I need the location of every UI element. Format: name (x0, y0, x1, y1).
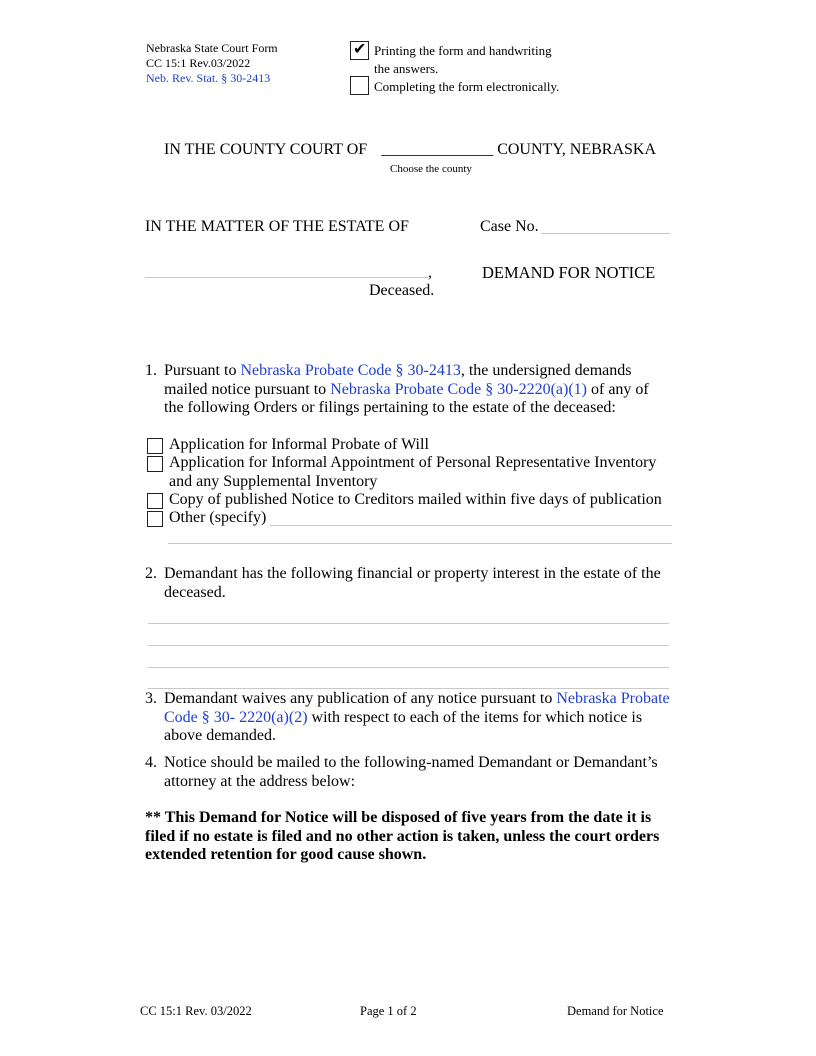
probate-code-30-2220a2-link-part1[interactable]: Nebraska Probate (556, 690, 670, 707)
option-other-label: Other (specify) (169, 509, 267, 526)
deceased-label: Deceased. (369, 282, 435, 299)
retention-notice: ** This Demand for Notice will be disposed of five years from the date it is filed if no estate is filed and no other action is taken, unless the court orders extended retention for good cause shown. (145, 809, 660, 863)
form-number: CC 15:1 Rev.03/2022 (146, 56, 251, 70)
county-hint: Choose the county (390, 163, 472, 175)
item1-text: Pursuant to Nebraska Probate Code § 30-2413, the undersigned demands mailed notice pursuant to Nebraska Probate Code § 30-2220(a)(1) of any of the following Orders or filings pertaining to the estate of the deceased: (164, 362, 649, 416)
interest-line-3 (148, 667, 669, 668)
interest-input[interactable] (150, 606, 668, 624)
footer-title: Demand for Notice (567, 1004, 664, 1018)
footer-form-rev: CC 15:1 Rev. 03/2022 (140, 1004, 252, 1018)
decedent-name-input[interactable] (147, 260, 425, 278)
item4-number: 4. (145, 754, 157, 771)
option-informal-appointment-checkbox[interactable] (147, 456, 163, 472)
form-name: Nebraska State Court Form (146, 41, 278, 55)
interest-line-4 (148, 688, 669, 689)
item1-number: 1. (145, 362, 157, 379)
document-title: DEMAND FOR NOTICE (482, 263, 656, 282)
probate-code-30-2413-link[interactable]: Nebraska Probate Code § 30-2413 (240, 362, 461, 379)
electronic-mode-label: Completing the form electronically. (374, 79, 560, 94)
option-informal-appointment-label: Application for Informal Appointment of Personal Representative Inventory and any Supplemental Inventory (169, 454, 657, 490)
statute-link[interactable]: Neb. Rev. Stat. § 30-2413 (146, 71, 271, 85)
county-select[interactable]: ______________ (381, 141, 494, 158)
option-informal-probate-checkbox[interactable] (147, 438, 163, 454)
form-header (146, 41, 278, 86)
other-specify-input[interactable] (272, 508, 670, 526)
interest-line-2 (148, 645, 669, 646)
electronic-mode-checkbox[interactable] (350, 76, 369, 95)
court-line: IN THE COUNTY COURT OF ______________ COUNTY, NEBRASKA (164, 141, 657, 158)
probate-code-30-2220a1-link[interactable]: Nebraska Probate Code § 30-2220(a)(1) (330, 380, 587, 398)
option-other-checkbox[interactable] (147, 511, 163, 527)
item3-number: 3. (145, 690, 157, 707)
other-specify-line-2 (168, 543, 672, 544)
print-mode-checkbox[interactable] (350, 41, 369, 60)
probate-code-30-2220a2-link-part2[interactable]: Code § 30- 2220(a)(2) (164, 708, 308, 726)
item2-text: Demandant has the following financial or property interest in the estate of the deceased. (164, 565, 661, 601)
case-no-input[interactable] (543, 216, 669, 234)
option-informal-probate-label: Application for Informal Probate of Will (169, 436, 429, 453)
checkmark-icon: ✔ (353, 39, 367, 58)
footer-page-number: Page 1 of 2 (360, 1004, 417, 1018)
print-mode-label: Printing the form and handwriting the answers. (374, 43, 552, 76)
option-notice-to-creditors-checkbox[interactable] (147, 493, 163, 509)
case-no-label: Case No. (480, 218, 539, 235)
item2-number: 2. (145, 565, 157, 582)
option-notice-to-creditors-label: Copy of published Notice to Creditors mailed within five days of publication (169, 491, 662, 508)
item3-text: Demandant waives any publication of any notice pursuant to Nebraska Probate Code § 30- 2220(a)(2) with respect to each of the items for which notice is above demanded. (164, 690, 670, 744)
estate-matter-label: IN THE MATTER OF THE ESTATE OF (145, 218, 409, 235)
item4-text: Notice should be mailed to the following-named Demandant or Demandant’s attorney at the address below: (164, 754, 658, 790)
